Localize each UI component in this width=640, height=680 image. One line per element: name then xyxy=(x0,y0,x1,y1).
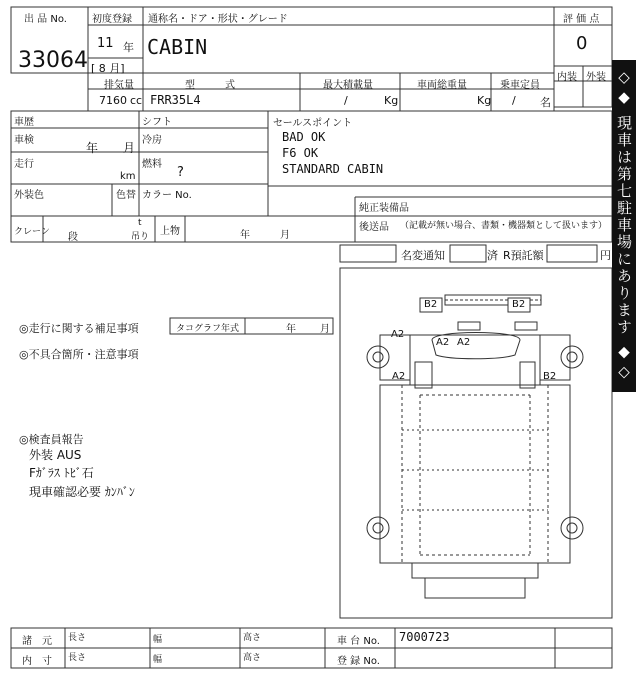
exterior-label: 外装 xyxy=(586,72,606,83)
displacement-value: 7160 xyxy=(99,94,127,107)
spec-width-label: 幅 xyxy=(153,635,163,645)
sales-point-2: F6 OK xyxy=(282,146,319,160)
lift-year-unit: 年 xyxy=(240,230,250,241)
kg-unit-1: Kg xyxy=(384,94,399,107)
damage-mark-a2-left-door: A2 xyxy=(391,329,405,340)
spec-height-label: 高さ xyxy=(243,633,262,643)
chassis-number: 7000723 xyxy=(399,630,450,644)
interior-label: 内装 xyxy=(557,72,577,83)
inspection-month-unit: 月 xyxy=(123,141,136,155)
crane-label: クレーン xyxy=(14,227,50,237)
mileage-label: 走行 xyxy=(14,159,34,170)
exterior-color-label: 外装色 xyxy=(14,190,44,201)
done-label: 済 xyxy=(487,249,498,262)
color-change-label: 色替 xyxy=(116,190,136,201)
kg-unit-2: Kg xyxy=(477,94,492,107)
capacity-sep: / xyxy=(512,94,516,107)
inner-height-label: 高さ xyxy=(243,653,262,663)
lift-label: 上物 xyxy=(160,226,180,237)
report-line-3: 現車確認必要 ｶﾝﾊﾞﾝ xyxy=(29,485,135,499)
crane-tsuri-label: 吊り xyxy=(131,232,150,242)
report-line-1: 外装 AUS xyxy=(29,448,82,462)
inner-dim-label: 内 寸 xyxy=(22,656,52,667)
inner-length-label: 長さ xyxy=(68,653,87,663)
lift-month-unit: 月 xyxy=(280,230,290,241)
lot-label: 出 品 No. xyxy=(24,14,67,25)
rear-items-label: 後送品 xyxy=(359,222,389,233)
registration-label: 登 録 No. xyxy=(337,656,380,667)
crane-dan-unit: 段 xyxy=(68,232,78,243)
damage-mark-b2-front-left: B2 xyxy=(424,299,438,310)
rear-items-note: （記載が無い場合、書類・機器類として扱います） xyxy=(400,221,608,231)
tacho-label: タコグラフ年式 xyxy=(176,324,240,334)
lot-number: 33064 xyxy=(18,48,88,73)
capacity-label: 乗車定員 xyxy=(500,80,540,91)
fuel-value: ? xyxy=(177,165,184,180)
spec-label: 諸 元 xyxy=(22,636,52,647)
score-label: 評 価 点 xyxy=(563,14,600,25)
capacity-unit: 名 xyxy=(540,96,551,109)
driving-notes-label: ◎走行に関する補足事項 xyxy=(19,322,139,335)
damage-mark-a2-left-step: A2 xyxy=(392,371,406,382)
inspection-year-unit: 年 xyxy=(86,141,99,155)
score-value: 0 xyxy=(576,33,588,54)
cc-unit: cc xyxy=(130,94,143,107)
parking-location-text: ◇◆ 現車は第七駐車場にあります ◆◇ xyxy=(615,68,633,383)
sales-point-3: STANDARD CABIN xyxy=(282,162,384,176)
first-reg-month: [ 8 月] xyxy=(91,62,125,75)
history-label: 車歴 xyxy=(14,117,34,128)
yen-unit: 円 xyxy=(600,249,611,262)
max-load-label: 最大積載量 xyxy=(323,80,373,91)
damage-mark-b2-front-right: B2 xyxy=(512,299,526,310)
first-reg-year: 11 xyxy=(97,36,114,51)
gross-weight-label: 車両総重量 xyxy=(417,80,467,91)
report-line-2: Fｶﾞﾗｽ ﾄﾋﾞ石 xyxy=(29,466,94,480)
model-code: FRR35L4 xyxy=(150,93,201,107)
defects-label: ◎不具合箇所・注意事項 xyxy=(19,348,139,361)
crane-t-unit: t xyxy=(138,218,142,228)
sales-point-1: BAD OK xyxy=(282,130,326,144)
inspector-report-label: ◎検査員報告 xyxy=(19,433,84,446)
name-change-label: 名変通知 xyxy=(401,249,445,262)
r-fee-label: R預託額 xyxy=(503,249,544,262)
color-no-label: カラー No. xyxy=(142,190,192,201)
load-sep: / xyxy=(344,94,348,107)
inspection-label: 車検 xyxy=(14,135,34,146)
displacement-label: 排気量 xyxy=(104,80,134,91)
ac-label: 冷房 xyxy=(142,135,162,146)
year-unit: 年 xyxy=(123,41,134,54)
first-reg-label: 初度登録 xyxy=(92,14,132,25)
damage-mark-b2-right-step: B2 xyxy=(543,371,557,382)
shift-label: シフト xyxy=(142,117,172,128)
inner-width-label: 幅 xyxy=(153,655,163,665)
type-label: 型 式 xyxy=(185,80,235,91)
sales-point-label: セールスポイント xyxy=(273,118,353,129)
genuine-equipment-label: 純正装備品 xyxy=(359,203,409,214)
chassis-label: 車 台 No. xyxy=(337,636,380,647)
tacho-month-unit: 月 xyxy=(320,324,330,335)
km-unit: km xyxy=(120,171,136,182)
spec-length-label: 長さ xyxy=(68,633,87,643)
damage-mark-a2-windshield-left: A2 xyxy=(436,337,450,348)
tacho-year-unit: 年 xyxy=(286,324,296,335)
fuel-label: 燃料 xyxy=(142,159,162,170)
truck-diagram xyxy=(367,295,583,598)
parking-location-banner xyxy=(612,60,636,392)
damage-mark-a2-windshield-right: A2 xyxy=(457,337,471,348)
model-name: CABIN xyxy=(147,35,208,59)
name-label: 通称名・ドア・形状・グレード xyxy=(148,14,288,25)
